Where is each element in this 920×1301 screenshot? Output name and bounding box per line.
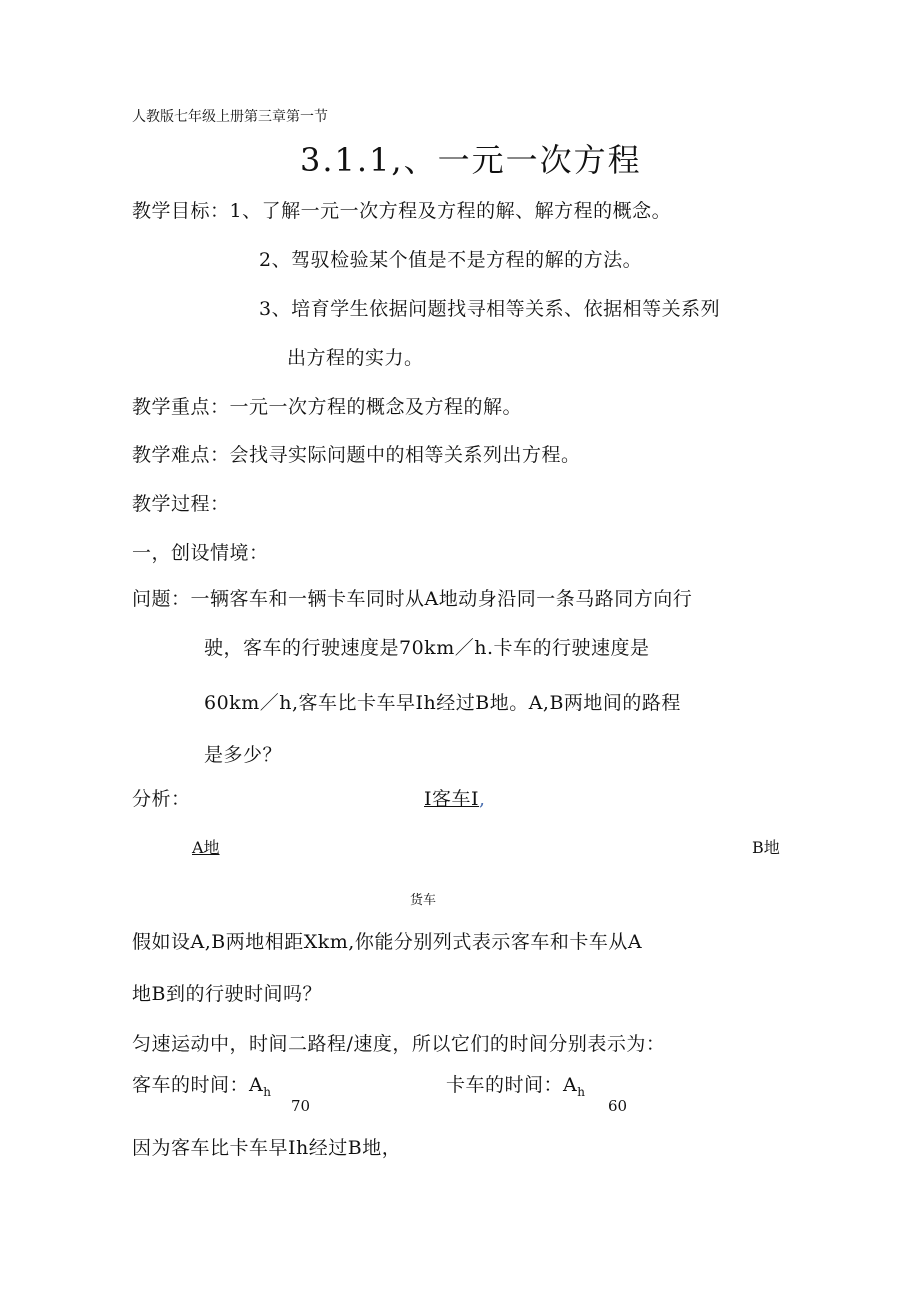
- truck-time-denominator: 60: [608, 1097, 628, 1115]
- point-b-label: B地: [752, 838, 780, 857]
- objective-3-continued: 出方程的实力。: [287, 347, 424, 369]
- bus-label-main: I客车I: [424, 788, 480, 810]
- objective-3: 3、培育学生依据问题找寻相等关系、依据相等关系列: [259, 298, 721, 320]
- bus-time-unit: h: [263, 1085, 272, 1099]
- lesson-title: 3.1.1,、一元一次方程: [300, 141, 642, 179]
- bus-time: [132, 1070, 271, 1097]
- point-a-label: A地: [192, 838, 220, 857]
- question-line-2: 地B到的行驶时间吗？: [132, 983, 322, 1005]
- bus-time-denominator: 70: [291, 1097, 311, 1115]
- problem-line-3: 60km／h,客车比卡车早Ih经过B地。A,B两地间的路程: [204, 692, 681, 714]
- question-line-1: 假如设A,B两地相距Xkm,你能分别列式表示客车和卡车从A: [132, 931, 643, 953]
- bus-time-var: A: [249, 1074, 264, 1096]
- bus-time-label: 客车的时间：: [132, 1074, 250, 1096]
- truck-time-unit: h: [577, 1085, 586, 1099]
- key-point: 教学重点：一元一次方程的概念及方程的解。: [132, 396, 523, 418]
- section-1-heading: 一，创设情境：: [132, 542, 269, 564]
- objective-1: 教学目标：1、了解一元一次方程及方程的解、解方程的概念。: [132, 200, 672, 222]
- objective-2: 2、驾驭检验某个值是不是方程的解的方法。: [259, 249, 643, 271]
- difficulty: 教学难点：会找寻实际问题中的相等关系列出方程。: [132, 444, 581, 466]
- truck-time: [446, 1070, 585, 1097]
- document-header: 人教版七年级上册第三章第一节: [132, 109, 328, 125]
- problem-line-1: 问题：一辆客车和一辆卡车同时从A地动身沿同一条马路同方向行: [132, 588, 693, 610]
- analysis-label: 分析：: [132, 788, 191, 810]
- problem-line-4: 是多少？: [204, 744, 283, 766]
- because-statement: 因为客车比卡车早Ih经过B地，: [132, 1137, 402, 1159]
- truck-time-var: A: [563, 1074, 578, 1096]
- process-heading: 教学过程：: [132, 493, 230, 515]
- bus-label-tail: ,: [479, 788, 486, 810]
- bus-diagram-label: [424, 784, 486, 811]
- truck-diagram-label: 货车: [410, 893, 437, 908]
- problem-line-2: 驶，客车的行驶速度是70km／h.卡车的行驶速度是: [204, 637, 650, 659]
- uniform-motion-formula: 匀速运动中，时间二路程/速度，所以它们的时间分别表示为：: [132, 1033, 666, 1055]
- truck-time-label: 卡车的时间：: [446, 1074, 564, 1096]
